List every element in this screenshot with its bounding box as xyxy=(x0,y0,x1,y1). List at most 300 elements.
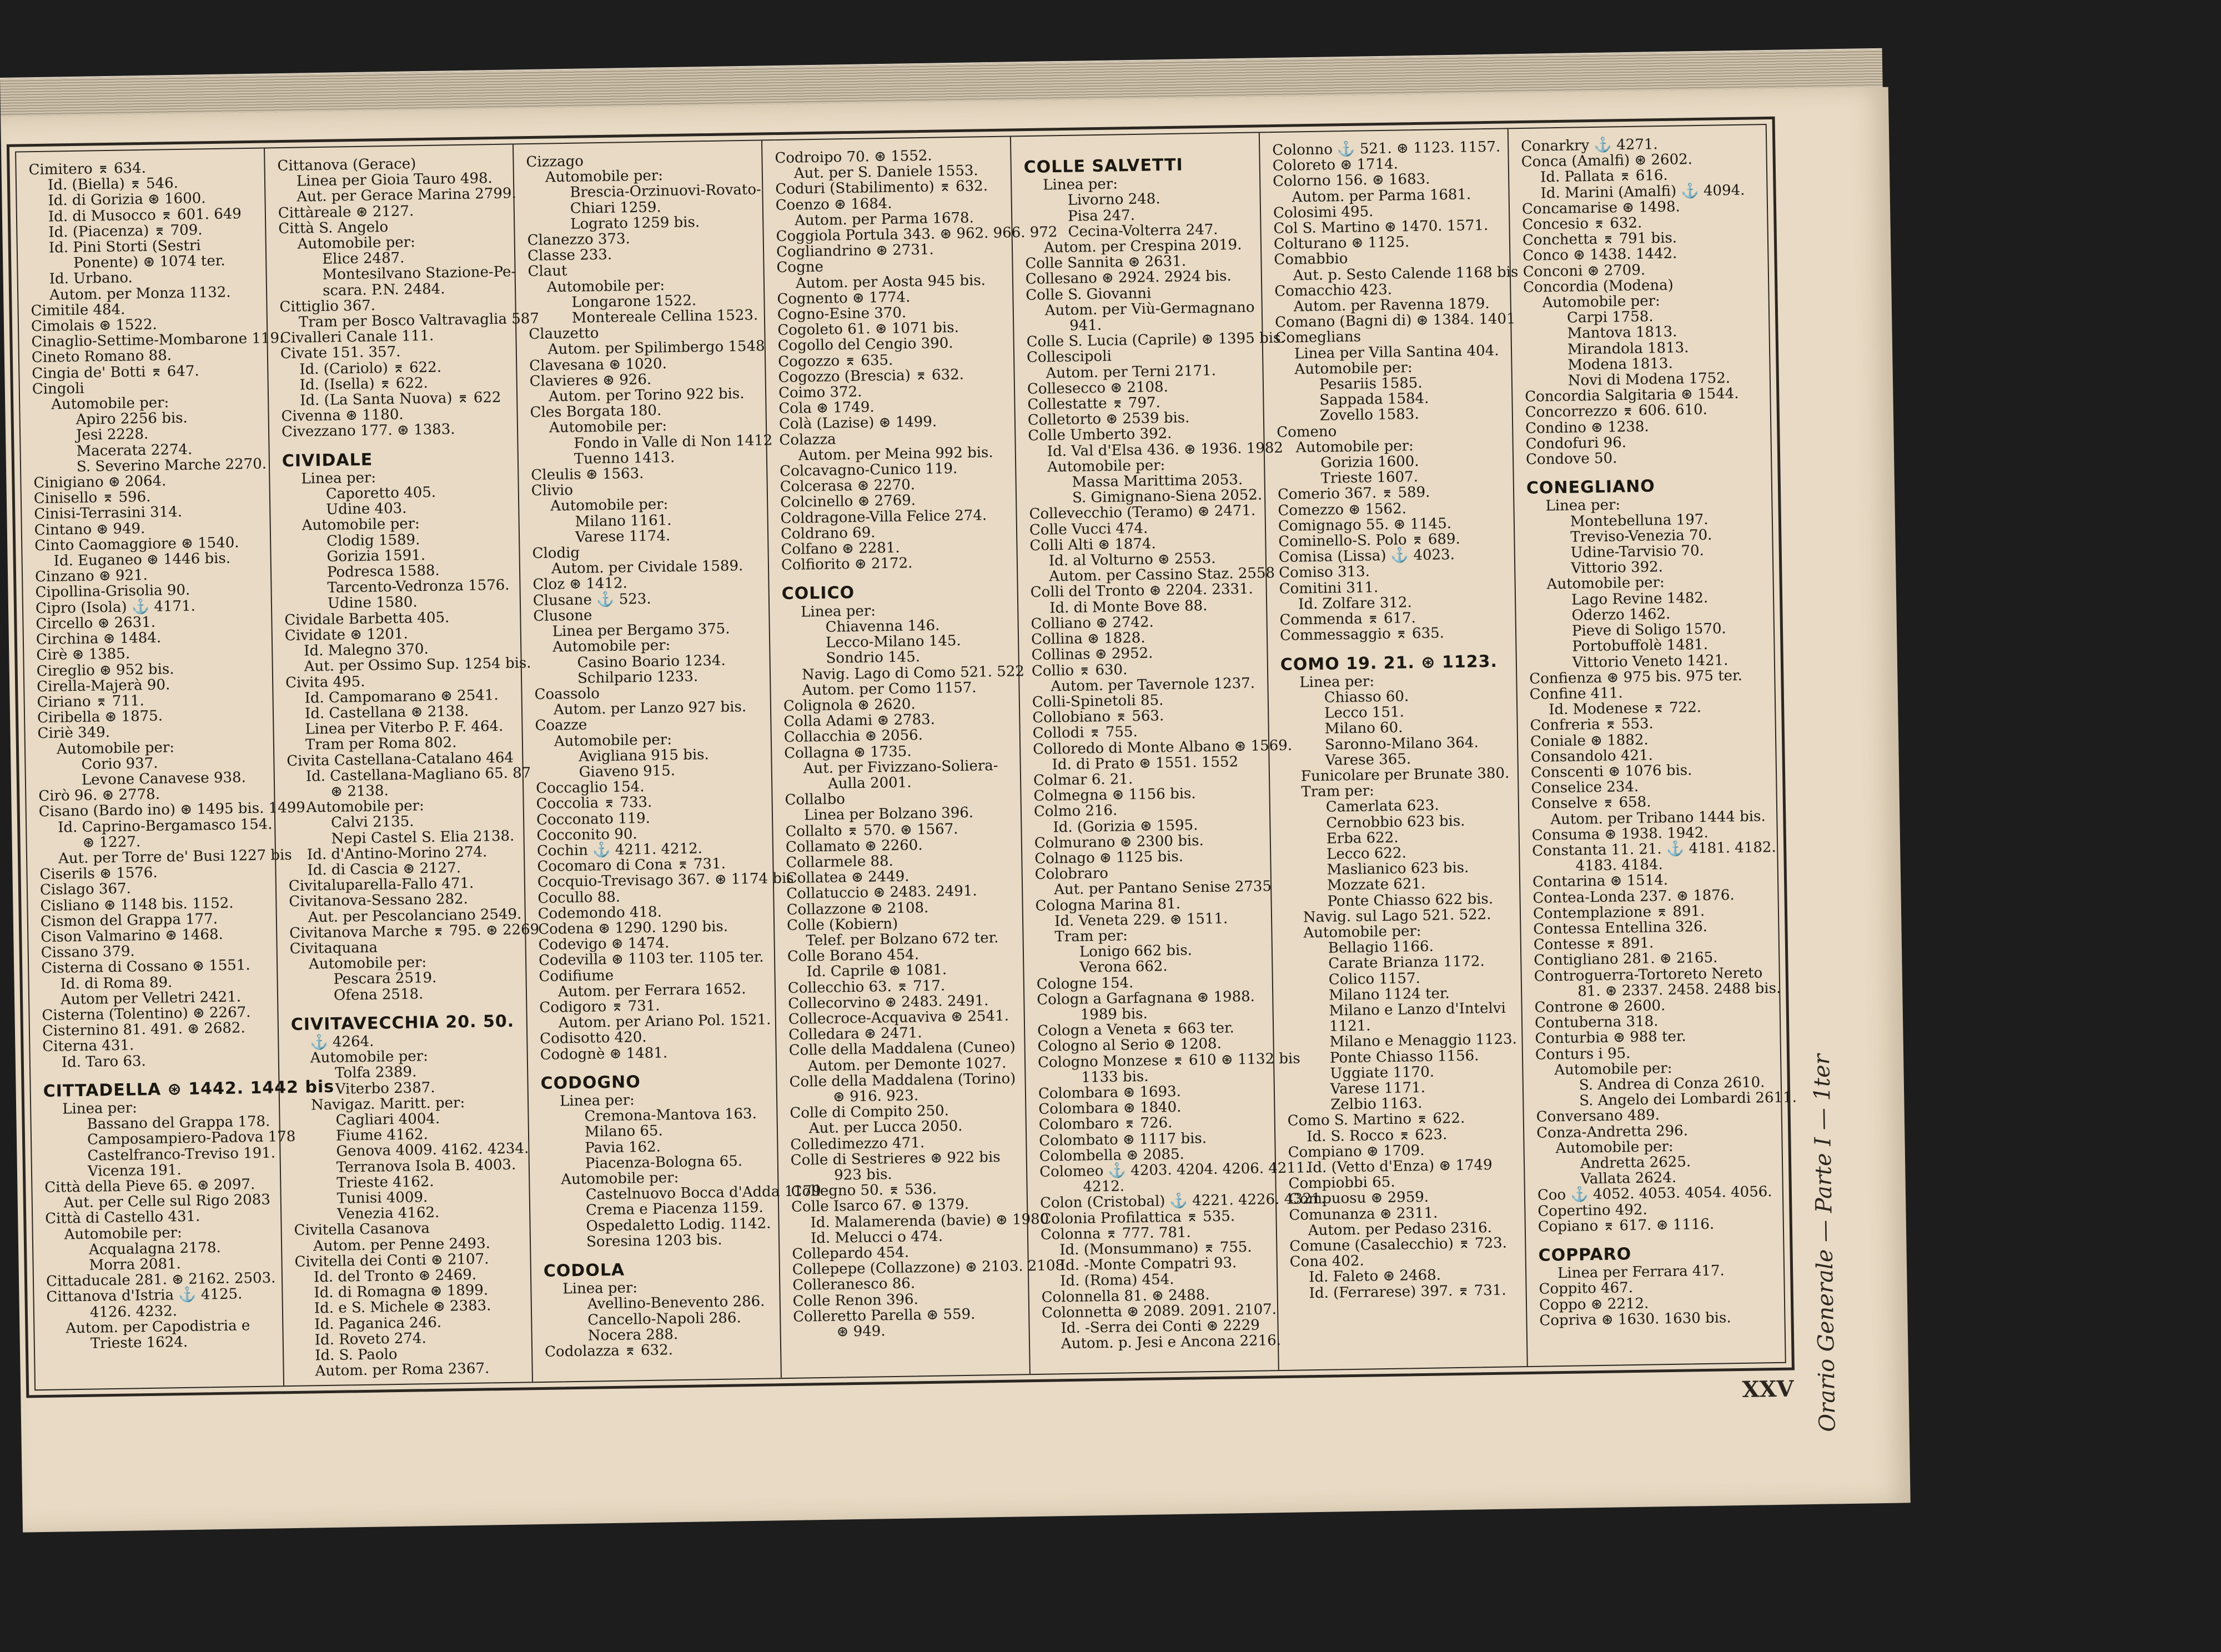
index-heading: CODOLA xyxy=(543,1260,625,1281)
index-entry: Condofuri 96. xyxy=(1525,434,1627,453)
index-entry: Automobile per: xyxy=(308,954,427,973)
index-entry: Clavesana ⊛ 1020. xyxy=(529,355,667,374)
index-entry: Ciribella ⊛ 1875. xyxy=(37,707,163,727)
index-entry: Colonnella 81. ⊛ 2488. xyxy=(1041,1286,1210,1306)
index-entry: Linea per Ferrara 417. xyxy=(1557,1262,1725,1282)
index-entry: Camposampiero-Padova 178 xyxy=(87,1128,296,1149)
index-entry: Linea per: xyxy=(801,602,876,621)
index-entry: Colle di Compito 250. xyxy=(790,1102,949,1122)
index-entry: Id. di Prato ⊛ 1551. 1552 xyxy=(1052,753,1239,774)
index-heading: CODOGNO xyxy=(540,1072,641,1093)
index-entry: Civitaluparella-Fallo 471. xyxy=(288,875,474,895)
index-entry: Automobile per: xyxy=(1546,574,1665,593)
index-entry: Civitella dei Conti ⊛ 2107. xyxy=(294,1251,489,1271)
index-entry: Collodi ⌆ 755. xyxy=(1032,724,1138,742)
index-entry: Uggiate 1170. xyxy=(1330,1063,1435,1082)
index-entry: Coazze xyxy=(535,716,587,735)
index-entry: Id. (Biella) ⌆ 546. xyxy=(47,175,179,194)
index-entry: Montebelluna 197. xyxy=(1570,511,1709,530)
index-entry: Comacchio 423. xyxy=(1274,281,1393,300)
index-entry: Cinto Caomaggiore ⊛ 1540. xyxy=(34,534,239,554)
index-entry: Copriva ⊛ 1630. 1630 bis. xyxy=(1539,1309,1731,1329)
index-entry: Concorrezzo ⌆ 606. 610. xyxy=(1525,401,1708,421)
index-entry: Aut. per Pantano Senise 2735 xyxy=(1053,878,1272,898)
index-entry: Concesio ⌆ 632. xyxy=(1522,214,1642,233)
index-entry: Cologn a Veneta ⌆ 663 ter. xyxy=(1037,1020,1235,1040)
index-entry: Colombaro ⌆ 726. xyxy=(1038,1114,1173,1134)
index-entry: Automobile per: xyxy=(554,731,672,750)
index-entry: Sappada 1584. xyxy=(1319,390,1429,409)
index-entry: Tram per Bosco Valtravaglia 587 xyxy=(298,310,540,331)
index-entry: Automobile per: xyxy=(1047,456,1165,476)
index-entry: Cinaglio-Settime-Mombarone 119. xyxy=(31,330,284,351)
index-entry: Clivio xyxy=(531,482,574,500)
index-entry: Lecco 151. xyxy=(1324,704,1405,722)
index-entry: Colcinello ⊛ 2769. xyxy=(780,492,916,511)
index-entry: Cividate ⊛ 1201. xyxy=(284,625,409,644)
index-entry: Citerna 431. xyxy=(42,1037,134,1056)
index-entry: Contarina ⊛ 1514. xyxy=(1532,872,1669,891)
index-entry: Varese 1174. xyxy=(575,528,671,546)
index-entry: Colobraro xyxy=(1034,865,1109,883)
index-entry: Città della Pieve 65. ⊛ 2097. xyxy=(44,1176,255,1196)
index-entry: Cintano ⊛ 949. xyxy=(34,520,145,539)
index-entry: Linea per Gioia Tauro 498. xyxy=(296,170,493,190)
index-entry: Cisano (Bardo ino) ⊛ 1495 bis. 1499. xyxy=(38,799,310,821)
index-entry: Colonia Profilattica ⌆ 535. xyxy=(1040,1207,1235,1228)
index-entry: Tolfa 2389. xyxy=(335,1063,417,1082)
index-entry: Andretta 2625. xyxy=(1580,1153,1691,1172)
index-entry: Collestatte ⌆ 797. xyxy=(1027,394,1161,414)
index-entry: Vittorio 392. xyxy=(1570,559,1664,577)
index-entry: Id. al Volturno ⊛ 2553. xyxy=(1048,550,1216,570)
index-entry: Consandolo 421. xyxy=(1530,747,1654,766)
index-entry: Pavia 162. xyxy=(585,1138,661,1157)
index-entry: Conconi ⊛ 2709. xyxy=(1522,262,1646,280)
index-entry: Id. -Serra dei Conti ⊛ 2229 xyxy=(1061,1317,1260,1337)
index-entry: Automobile per: xyxy=(1295,437,1414,456)
index-entry: Fiume 4162. xyxy=(335,1126,429,1144)
index-entry: Constanta 11. 21. ⚓ 4181. 4182. xyxy=(1531,838,1776,860)
index-entry: Podresca 1588. xyxy=(326,562,440,581)
index-entry: Zelbio 1163. xyxy=(1330,1095,1423,1113)
index-entry: ⚓ 4264. xyxy=(310,1033,374,1051)
index-entry: Colle (Kobiern) xyxy=(786,915,898,934)
index-entry: Copiano ⌆ 617. ⊛ 1116. xyxy=(1537,1216,1715,1236)
index-entry: Brescia-Orzinuovi-Rovato- xyxy=(570,181,762,202)
index-entry: Verona 662. xyxy=(1079,958,1168,977)
book-page xyxy=(0,48,1911,1533)
index-entry: Cocullo 88. xyxy=(537,888,621,907)
index-column-6 xyxy=(1260,129,1528,1370)
index-heading: COMO 19. 21. ⊛ 1123. xyxy=(1280,651,1498,675)
index-entry: Cirè ⊛ 1385. xyxy=(36,645,130,664)
index-entry: Collepepe (Collazzone) ⊛ 2103. 2108 xyxy=(792,1257,1065,1279)
index-entry: Colà (Lazise) ⊛ 1499. xyxy=(778,414,937,433)
index-entry: Automobile per: xyxy=(64,1224,183,1243)
index-entry: Id. Modenese ⌆ 722. xyxy=(1548,699,1702,719)
index-entry: Conza-Andretta 296. xyxy=(1536,1122,1689,1142)
index-entry: Civate 151. 357. xyxy=(280,344,401,363)
index-entry: Colico 1157. xyxy=(1328,970,1421,988)
index-entry: Coggiola Portula 343. ⊛ 962. 966. 972 xyxy=(776,224,1058,245)
index-entry: Id. (Vetto d'Enza) ⊛ 1749 xyxy=(1307,1157,1493,1177)
index-entry: Cirella-Majerà 90. xyxy=(37,676,170,695)
index-entry: Navig. Lago di Como 521. 522 xyxy=(801,662,1025,683)
index-entry: Id. Zolfare 312. xyxy=(1298,594,1412,613)
index-entry: Id. di Gorizia ⊛ 1600. xyxy=(48,190,206,210)
index-entry: Autom. per Cividale 1589. xyxy=(551,558,743,578)
index-entry: Id. -Monte Compatri 93. xyxy=(1059,1254,1237,1274)
index-entry: Autom. p. Jesi e Ancona 2216. xyxy=(1061,1332,1282,1353)
index-entry: Piacenza-Bologna 65. xyxy=(585,1153,743,1172)
index-entry: Cles Borgata 180. xyxy=(530,402,662,421)
index-entry: Collescipoli xyxy=(1026,348,1112,366)
index-entry: Caporetto 405. xyxy=(325,484,436,503)
index-entry: Linea per: xyxy=(1545,496,1621,515)
index-entry: 1133 bis. xyxy=(1081,1068,1149,1086)
index-entry: Cisliano ⊛ 1148 bis. 1152. xyxy=(40,895,234,915)
index-entry: Cernobbio 623 bis. xyxy=(1326,812,1465,832)
index-entry: Cecina-Volterra 247. xyxy=(1068,221,1218,240)
index-entry: Pescara 2519. xyxy=(333,970,437,988)
index-entry: Colazza xyxy=(779,431,836,449)
index-entry: 923 bis. xyxy=(833,1166,892,1184)
index-entry: Civita 495. xyxy=(285,673,365,691)
index-entry: Colturano ⊛ 1125. xyxy=(1273,234,1410,253)
index-entry: Gorizia 1600. xyxy=(1320,453,1419,471)
index-entry: Autom. per Ariano Pol. 1521. xyxy=(558,1011,771,1032)
index-entry: Tram per Roma 802. xyxy=(305,734,457,754)
index-entry: Giaveno 915. xyxy=(579,762,676,781)
index-entry: Colli-Spinetoli 85. xyxy=(1032,692,1164,711)
index-entry: Vallata 2624. xyxy=(1580,1169,1677,1188)
index-entry: Comezzo ⊛ 1562. xyxy=(1278,500,1407,519)
index-entry: Automobile per: xyxy=(552,637,671,656)
index-entry: Automobile per: xyxy=(1554,1060,1672,1079)
index-entry: Aut. per Torre de' Busi 1227 bis xyxy=(58,846,292,867)
index-entry: Cipollina-Grisolia 90. xyxy=(35,582,190,601)
index-entry: Cogoleto 61. ⊛ 1071 bis. xyxy=(777,319,959,339)
index-entry: Autom. per Tavernole 1237. xyxy=(1051,675,1255,695)
index-entry: Ofena 2518. xyxy=(333,985,424,1004)
index-entry: Id. Caprino-Bergamasco 154. xyxy=(57,815,273,836)
index-entry: Castelfranco-Treviso 191. xyxy=(87,1144,276,1164)
index-entry: Codevigo ⊛ 1474. xyxy=(538,935,670,954)
index-entry: Civenna ⊛ 1180. xyxy=(281,406,404,425)
index-entry: Cisterna di Cossano ⊛ 1551. xyxy=(41,957,250,977)
index-entry: Collecorvino ⊛ 2483. 2491. xyxy=(788,992,989,1012)
index-entry: Colledara ⊛ 2471. xyxy=(788,1025,922,1044)
index-entry: Automobile per: xyxy=(1303,922,1421,942)
index-entry: Coppito 467. xyxy=(1539,1279,1634,1298)
index-entry: Cogozzo (Brescia) ⌆ 632. xyxy=(778,366,964,386)
index-entry: Aut. per Lucca 2050. xyxy=(808,1118,963,1137)
index-entry: Conturbia ⊛ 988 ter. xyxy=(1535,1028,1687,1048)
index-entry: Concordia Salgitaria ⊛ 1544. xyxy=(1525,385,1739,406)
index-entry: Navigaz. Maritt. per: xyxy=(310,1094,465,1114)
index-entry: Civalleri Canale 111. xyxy=(280,328,434,347)
index-entry: Lecco 622. xyxy=(1326,845,1407,863)
index-entry: Colledimezzo 471. xyxy=(790,1134,925,1153)
index-entry: Colosimi 495. xyxy=(1273,203,1374,222)
index-entry: Id. (Piacenza) ⌆ 709. xyxy=(48,222,203,241)
index-entry: Comano (Bagni di) ⊛ 1384. 1401 xyxy=(1274,310,1516,332)
index-entry: Automobile per: xyxy=(545,167,664,186)
index-entry: Colleretto Parella ⊛ 559. xyxy=(792,1305,976,1325)
index-entry: S. Angelo dei Lombardi 2611. xyxy=(1579,1089,1797,1109)
index-entry: Linea per: xyxy=(562,1279,638,1298)
index-entry: Mirandola 1813. xyxy=(1567,339,1689,358)
index-entry: Codolazza ⌆ 632. xyxy=(544,1342,674,1360)
index-entry: Viterbo 2387. xyxy=(335,1079,435,1098)
index-entry: Collesecco ⊛ 2108. xyxy=(1027,378,1169,398)
index-entry: Autom. per Lanzo 927 bis. xyxy=(553,699,747,719)
index-entry: Civitanova-Sessano 282. xyxy=(289,891,469,911)
index-entry: Linea per: xyxy=(559,1092,635,1110)
index-entry: Acqualagna 2178. xyxy=(88,1239,222,1258)
index-entry: Codemondo 418. xyxy=(537,903,662,922)
index-entry: Saronno-Milano 364. xyxy=(1324,734,1479,754)
index-entry: Cinisello ⌆ 596. xyxy=(33,489,151,508)
index-entry: Automobile per: xyxy=(1294,359,1413,378)
index-frame xyxy=(7,117,1795,1398)
index-entry: Ciserils ⊛ 1576. xyxy=(39,864,158,883)
index-entry: Circello ⊛ 2631. xyxy=(36,614,156,632)
index-entry: Cogozzo ⌆ 635. xyxy=(777,352,893,370)
index-entry: Id. Caprile ⊛ 1081. xyxy=(806,961,947,981)
index-entry: Codroipo 70. ⊛ 1552. xyxy=(775,147,932,167)
index-entry: Compiano ⊛ 1709. xyxy=(1288,1142,1425,1161)
index-entry: Cola ⊛ 1749. xyxy=(778,399,875,418)
index-entry: Colombara ⊛ 1693. xyxy=(1038,1083,1182,1102)
index-entry: Chiari 1259. xyxy=(570,198,661,217)
index-entry: Cologne 154. xyxy=(1036,974,1134,993)
index-entry: Clanezzo 373. xyxy=(527,230,630,249)
index-entry: Contemplazione ⌆ 891. xyxy=(1532,902,1705,922)
index-entry: Commessaggio ⌆ 635. xyxy=(1279,625,1445,645)
index-entry: Clusone xyxy=(533,607,592,625)
index-entry: Genova 4009. 4162. 4234. xyxy=(336,1140,529,1161)
index-entry: Cocquio-Trevisago 367. ⊛ 1174 bis xyxy=(537,870,794,891)
index-entry: Id. Roveto 274. xyxy=(314,1330,427,1349)
index-entry: Cizzago xyxy=(526,153,584,171)
index-entry: Sondrio 145. xyxy=(826,649,921,667)
index-entry: Conca (Amalfi) ⊛ 2602. xyxy=(1521,151,1693,171)
index-entry: Controne ⊛ 2600. xyxy=(1534,997,1666,1016)
index-entry: Levone Canavese 938. xyxy=(81,769,247,789)
index-entry: Automobile per: xyxy=(1555,1138,1674,1157)
index-entry: Apiro 2256 bis. xyxy=(76,410,188,429)
index-entry: Coppo ⊛ 2212. xyxy=(1539,1295,1649,1314)
index-entry: Coduri (Stabilimento) ⌆ 632. xyxy=(775,178,988,198)
index-entry: S. Andrea di Conza 2610. xyxy=(1579,1074,1765,1094)
index-entry: Aut. p. Sesto Calende 1168 bis xyxy=(1293,263,1519,284)
index-entry: Copertino 492. xyxy=(1537,1201,1647,1220)
index-entry: Autom. per Ferrara 1652. xyxy=(557,980,746,1001)
index-entry: Cocomaro di Cona ⌆ 731. xyxy=(537,855,726,876)
index-entry: Civitella Casanova xyxy=(294,1220,430,1239)
index-entry: Commenda ⌆ 617. xyxy=(1279,610,1416,629)
index-entry: Cona 402. xyxy=(1289,1252,1364,1271)
index-entry: Elice 2487. xyxy=(321,249,405,268)
index-entry: Milano 1124 ter. xyxy=(1329,985,1450,1004)
index-entry: Milano 60. xyxy=(1324,719,1403,737)
index-entry: Aulla 2001. xyxy=(827,774,912,792)
index-entry: 81. ⊛ 2337. 2458. 2488 bis. xyxy=(1577,980,1781,1000)
index-entry: Jesi 2228. xyxy=(76,426,149,444)
side-label: Orario Generale — Parte I — 1ter xyxy=(1809,1053,1841,1432)
index-column-4 xyxy=(762,137,1065,1378)
index-entry: Clauzetto xyxy=(529,325,599,343)
index-entry: Id. Malamerenda (bavie) ⊛ 1980 xyxy=(810,1211,1049,1231)
index-entry: Collesano ⊛ 2924. 2924 bis. xyxy=(1025,268,1232,288)
index-entry: Id. S. Paolo xyxy=(314,1346,398,1364)
index-entry: Confreria ⌆ 553. xyxy=(1530,715,1654,735)
index-entry: 4212. xyxy=(1083,1178,1125,1196)
index-entry: Compuosu ⊛ 2959. xyxy=(1288,1189,1429,1208)
index-entry: Cogliandrino ⊛ 2731. xyxy=(776,241,934,261)
index-entry: Id. Faleto ⊛ 2468. xyxy=(1308,1267,1441,1286)
index-entry: Collina ⊛ 1828. xyxy=(1031,629,1145,649)
index-entry: Id. Castellana-Magliano 65. 87 xyxy=(305,764,531,785)
index-entry: Collevecchio (Teramo) ⊛ 2471. xyxy=(1029,503,1256,523)
index-entry: Autom. per Roma 2367. xyxy=(315,1360,490,1380)
index-entry: Id. di Cascia ⊛ 2127. xyxy=(307,860,461,879)
index-entry: Colcavagno-Cunico 119. xyxy=(780,460,958,480)
index-entry: Codena ⊛ 1290. 1290 bis. xyxy=(537,918,728,938)
index-entry: Vicenza 191. xyxy=(87,1161,182,1180)
index-entry: Aut. per Pescolanciano 2549. xyxy=(308,905,522,926)
index-entry: Tram per: xyxy=(1054,927,1128,946)
index-entry: Aut. per Gerace Marina 2799. xyxy=(297,185,516,206)
index-entry: Codigoro ⌆ 731. xyxy=(539,997,660,1016)
index-entry: Confine 411. xyxy=(1529,685,1623,703)
index-entry: Lecco-Milano 145. xyxy=(825,632,961,651)
index-entry: Casino Boario 1234. xyxy=(577,652,726,671)
index-entry: Automobile per: xyxy=(549,418,667,436)
index-entry: Comeglians xyxy=(1275,328,1361,347)
index-entry: Colombara ⊛ 1840. xyxy=(1038,1099,1182,1118)
index-entry: Id. di Roma 89. xyxy=(60,973,173,993)
index-entry: Collatea ⊛ 2449. xyxy=(786,868,909,887)
index-entry: Colli del Tronto ⊛ 2204. 2331. xyxy=(1030,581,1254,601)
index-entry: Ponente) ⊛ 1074 ter. xyxy=(73,252,225,272)
index-entry: Milano e Lanzo d'Intelvi xyxy=(1329,1000,1506,1020)
index-entry: Comiso 313. xyxy=(1279,563,1370,582)
index-entry: Conselice 234. xyxy=(1531,778,1639,797)
index-entry: Automobile per: xyxy=(297,234,416,253)
index-entry: Coloreto ⊛ 1714. xyxy=(1272,155,1399,175)
index-entry: Colla Adami ⊛ 2783. xyxy=(783,711,936,731)
index-entry: Autom per Velletri 2421. xyxy=(60,988,242,1008)
index-entry: Collobiano ⌆ 563. xyxy=(1032,707,1164,727)
index-entry: Calvi 2135. xyxy=(330,813,414,832)
index-entry: Milano 1161. xyxy=(575,511,672,530)
index-entry: Colfiorito ⊛ 2172. xyxy=(781,555,913,574)
index-entry: Linea per Bergamo 375. xyxy=(552,620,730,640)
index-entry: Autom. per Penne 2493. xyxy=(313,1235,491,1255)
index-entry: Lago Revine 1482. xyxy=(1571,589,1709,609)
index-entry: Collepardo 454. xyxy=(792,1244,909,1263)
index-entry: Cologna Marina 81. xyxy=(1035,895,1181,915)
index-entry: Civitanova Marche ⌆ 795. ⊛ 2269 xyxy=(289,921,540,942)
index-entry: Cagliari 4004. xyxy=(335,1110,440,1129)
index-entry: Id. (Cariolo) ⌆ 622. xyxy=(299,359,442,378)
index-entry: Consuma ⊛ 1938. 1942. xyxy=(1531,824,1709,844)
index-entry: Cogollo del Cengio 390. xyxy=(777,335,953,355)
index-entry: Modena 1813. xyxy=(1567,355,1673,374)
index-entry: Cognento ⊛ 1774. xyxy=(777,289,911,308)
index-entry: Cittanova (Gerace) xyxy=(277,155,416,175)
index-entry: Corio 937. xyxy=(81,755,158,773)
index-entry: Autom. per Viù-Germagnano xyxy=(1044,299,1255,319)
index-entry: Colmurano ⊛ 2300 bis. xyxy=(1034,832,1204,852)
index-entry: Autom. per Parma 1681. xyxy=(1292,186,1471,206)
index-entry: Coenzo ⊛ 1684. xyxy=(775,195,892,214)
index-entry: Concordia (Modena) xyxy=(1523,277,1674,296)
index-entry: Linea per: xyxy=(62,1099,138,1118)
index-entry: Confienza ⊛ 975 bis. 975 ter. xyxy=(1529,667,1743,687)
index-entry: Funicolare per Brunate 380. xyxy=(1300,765,1510,785)
index-entry: Codifiume xyxy=(539,967,614,985)
index-entry: Conturs i 95. xyxy=(1535,1045,1631,1063)
index-entry: Circhina ⊛ 1484. xyxy=(36,629,162,649)
index-entry: Coo ⚓ 4052. 4053. 4054. 4056. xyxy=(1537,1183,1772,1204)
index-entry: Castelnuovo Bocca d'Adda 1179 xyxy=(585,1183,821,1203)
index-entry: Cingia de' Botti ⌆ 647. xyxy=(32,363,199,382)
index-entry: Udine-Tarvisio 70. xyxy=(1570,542,1705,561)
index-entry: Colle della Maddalena (Torino) xyxy=(789,1070,1016,1091)
index-entry: Cinigiano ⊛ 2064. xyxy=(33,473,167,492)
index-entry: Schilpario 1233. xyxy=(577,668,699,687)
index-entry: Coimo 372. xyxy=(778,383,862,402)
index-entry: Id. Pini Storti (Sestri xyxy=(48,237,201,257)
index-entry: Mozzate 621. xyxy=(1326,876,1426,894)
index-entry: Montereale Cellina 1523. xyxy=(571,307,758,327)
index-entry: Autom. per Cassino Staz. 2558 xyxy=(1049,565,1275,585)
index-entry: Udine 1580. xyxy=(327,594,418,612)
index-entry: Coccaglio 154. xyxy=(535,779,645,797)
index-entry: Classe 233. xyxy=(527,246,612,265)
index-entry: Conarkry ⚓ 4271. xyxy=(1521,136,1658,155)
index-entry: Id. di Monte Bove 88. xyxy=(1049,597,1208,617)
index-entry: Coldrano 69. xyxy=(780,524,876,543)
index-entry: Claut xyxy=(527,263,567,280)
index-entry: Collegno 50. ⌆ 536. xyxy=(791,1181,937,1201)
index-entry: S. Gimignano-Siena 2052. xyxy=(1072,486,1263,507)
index-entry: Soresina 1203 bis. xyxy=(586,1231,722,1251)
index-entry: Colnago ⊛ 1125 bis. xyxy=(1034,848,1184,867)
index-entry: Autom. per Parma 1678. xyxy=(794,209,974,229)
index-entry: Comitini 311. xyxy=(1279,579,1379,597)
index-entry: Conversano 489. xyxy=(1536,1107,1660,1126)
index-entry: Autom. per Pedaso 2316. xyxy=(1308,1219,1493,1239)
index-entry: Colmo 216. xyxy=(1033,802,1118,821)
index-entry: Contesse ⌆ 891. xyxy=(1533,935,1654,953)
index-entry: Bassano del Grappa 178. xyxy=(87,1113,270,1133)
index-entry: Cloz ⊛ 1412. xyxy=(532,575,627,594)
index-entry: Autom. per Terni 2171. xyxy=(1046,362,1217,382)
index-entry: Città S. Angelo xyxy=(278,218,389,237)
index-column-7 xyxy=(1509,125,1797,1366)
index-entry: Colleranesco 86. xyxy=(792,1275,916,1294)
index-entry: Varese 365. xyxy=(1325,750,1411,769)
index-heading: COLICO xyxy=(781,583,855,604)
index-entry: 4126. 4232. xyxy=(89,1302,178,1321)
page-number: XXV xyxy=(1742,1375,1794,1403)
index-heading: CIVIDALE xyxy=(282,450,373,471)
